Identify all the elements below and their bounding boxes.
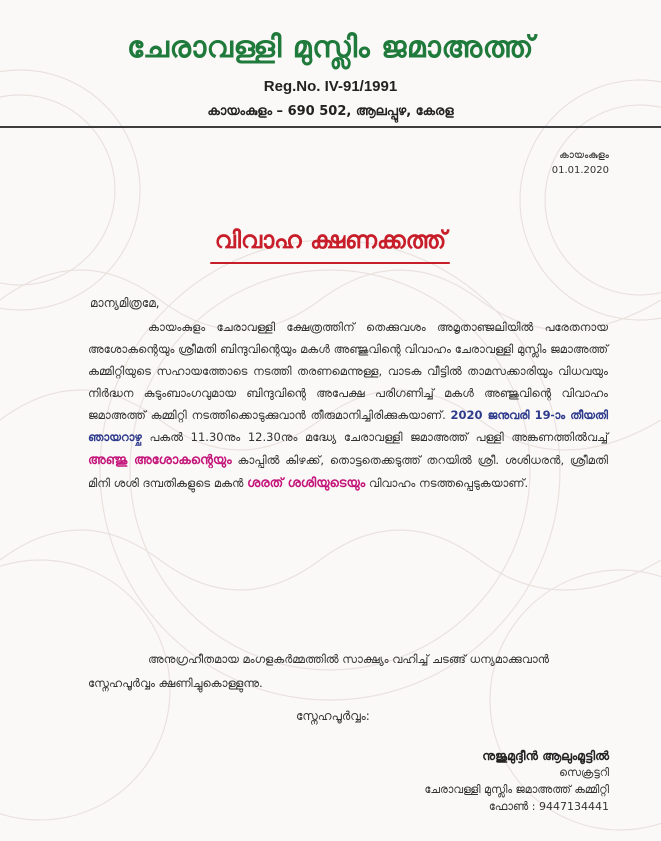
letter-date: 01.01.2020 — [551, 165, 609, 176]
place-date-block — [552, 148, 609, 178]
body-text-part-1: കായംകുളം ചേരാവള്ളി ക്ഷേത്രത്തിന് തെക്കുവശം അമൃതാഞ്ജലിയിൽ പരേതനായ അശോകന്റെയും ശ്രീമതി ബിന്ദുവിന്റെയും മകൾ അഞ്ജുവിന്റെ വിവാഹം ചേരാവള്ളി മുസ്ലിം ജമാഅത്ത് കമ്മിറ്റിയുടെ സഹായത്തോടെ നടത്തി തരണമെന്നുള്ള, വാടക വീട്ടിൽ താമസക്കാരിയും വിധവയും നിർദ്ധന കുടുംബാംഗവുമായ ബിന്ദുവിന്റെ അപേക്ഷ പരിഗണിച്ച് മകൾ അഞ്ജുവിന്റെ വിവാഹം ജമാഅത്ത് കമ്മിറ്റി നടത്തിക്കൊടുക്കുവാൻ തീരുമാനിച്ചിരിക്കുകയാണ്. — [88, 320, 608, 423]
organization-address: കായംകുളം – 690 502, ആലപ്പുഴ, കേരള — [207, 104, 454, 119]
header-divider — [0, 126, 661, 128]
bride-name-highlight: അഞ്ജു അശോകന്റെയും — [88, 452, 232, 468]
groom-name-highlight: ശരത് ശശിയുടെയും — [247, 475, 366, 491]
letter-body — [88, 316, 608, 495]
body-text-part-2: പകൽ 11.30നും 12.30നും മദ്ധ്യേ ചേരാവള്ളി ജമാഅത്ത് പള്ളി അങ്കണത്തിൽവച്ച് — [149, 430, 608, 445]
letter-place: കായംകുളം — [559, 150, 609, 161]
registration-number: Reg.No. IV-91/1991 — [263, 78, 398, 95]
wedding-date-highlight: 2020 ജനുവരി 19-ാം തീയതി ഞായറാഴ്ച — [88, 408, 608, 445]
body-text-part-4: വിവാഹം നടത്തപ്പെടുകയാണ്. — [368, 475, 529, 490]
signatory-name: നുജുമുദ്ദീൻ ആലുംമൂട്ടിൽ — [482, 748, 609, 763]
signatory-role: സെക്രട്ടറി — [559, 766, 609, 779]
closing-paragraph: അനുഗ്രഹീതമായ മംഗളകർമ്മത്തിൽ സാക്ഷ്യം വഹിച്ച് ചടങ്ങ് ധന്യമാക്കുവാൻ സ്നേഹപൂർവ്വം ക്ഷണിച്ചുകൊള്ളുന്നു. — [88, 652, 550, 690]
signatory-phone: ഫോൺ : 9447134441 — [488, 800, 609, 813]
salutation: മാന്യമിത്രമേ, — [90, 296, 160, 310]
signatory-committee: ചേരാവള്ളി മുസ്ലിം ജമാഅത്ത് കമ്മിറ്റി — [424, 783, 609, 796]
body-text-part-3: കാപ്പിൽ കിഴക്ക്, തൊട്ടതെക്കടുത്ത് തറയിൽ ശ്രീ. ശശിധരൻ, ശ്രീമതി മിനി ശശി ദമ്പതികളുടെ മകൻ — [88, 452, 608, 490]
signatory-block — [425, 747, 610, 815]
title-underline — [210, 262, 450, 264]
organization-name: ചേരാവള്ളി മുസ്ലിം ജമാഅത്ത് — [126, 30, 535, 65]
document-title: വിവാഹ ക്ഷണക്കത്ത് — [214, 226, 447, 254]
regards-line: സ്നേഹപൂർവ്വം: — [296, 709, 370, 723]
